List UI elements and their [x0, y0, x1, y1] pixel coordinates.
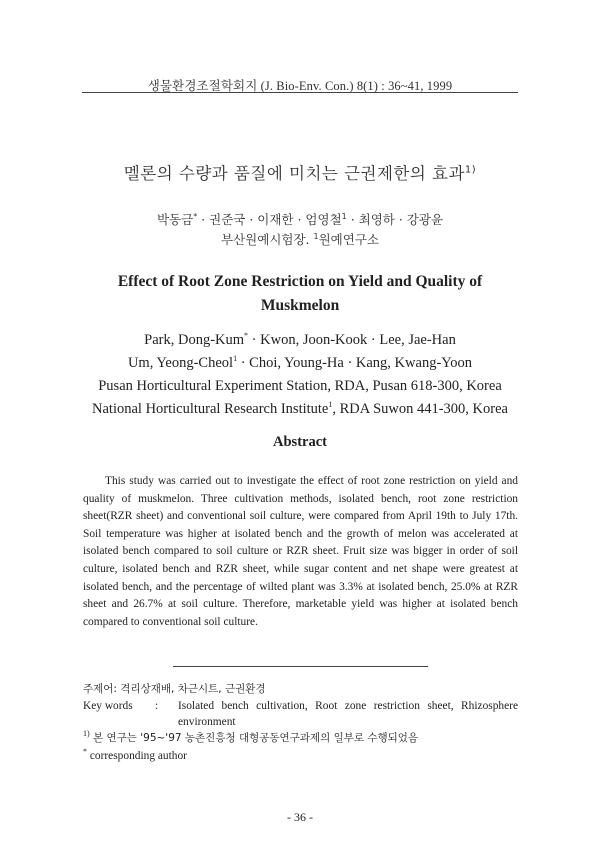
corresponding-mark: *: [244, 331, 249, 341]
korean-affiliation-2: 원예연구소: [318, 232, 379, 247]
footnote-rule: [173, 666, 428, 667]
funding-note: [83, 730, 518, 746]
english-authors-rest1: · Kwon, Joon-Kook · Lee, Jae-Han: [248, 332, 456, 348]
running-head: 생물환경조절학회지 (J. Bio-Env. Con.) 8(1) : 36~41, 1999: [147, 79, 453, 93]
korean-authors: [0, 210, 600, 228]
korean-authors-2: · 권준국 · 이재한 · 엄영철: [197, 212, 342, 227]
affiliation-mark: 1: [328, 400, 333, 410]
abstract-body: [83, 473, 518, 631]
korean-authors-3: · 최영하 · 강광윤: [346, 212, 444, 227]
title-footnote-mark: 1): [464, 164, 477, 176]
affiliation-mark: 1: [313, 231, 319, 241]
key-words-label: Key words: [83, 700, 133, 712]
english-affiliation-1: Pusan Horticultural Experiment Station, RDA, Pusan 618-300, Korea: [98, 378, 502, 394]
english-title-line2: Muskmelon: [260, 297, 340, 314]
key-words-colon: :: [155, 700, 159, 712]
english-affiliation-2b: , RDA Suwon 441-300, Korea: [332, 401, 508, 417]
corresponding-mark: *: [193, 211, 198, 221]
abstract-paragraph: This study was carried out to investigate the effect of root zone restriction on yield and quality of muskmelon. Three cultivation methods, isolated bench, root zone restriction sheet(RZR sheet) and conventional soil culture, were compared from April 19th to July 17th. Soil temperature was higher at isolated bench and the growth of melon was accelerated at isolated bench compared to soil culture or RZR sheet. Fruit size was bigger in order of soil culture, isolated bench and RZR sheet, while sugar content and net shape were greatest at isolated bench, and the percentage of wilted plant was 3.3% at isolated bench, 25.0% at RZR sheet and 26.7% at soil culture. Therefore, marketable yield was higher at isolated bench compared to conventional soil culture.: [83, 475, 518, 628]
key-words: [83, 698, 518, 730]
header-rule: [82, 92, 518, 93]
korean-title-text: 멜론의 수량과 품질에 미치는 근권제한의 효과: [123, 164, 465, 183]
affiliation-mark: 1: [341, 211, 347, 221]
korean-title: [0, 160, 600, 184]
english-authors-line1: [0, 332, 600, 349]
korean-keywords: 주제어: 격리상재배, 차근시트, 근권환경: [83, 683, 266, 695]
funding-note-text: 본 연구는 '95~'97 농촌진흥청 대형공동연구과제의 일부로 수행되었음: [89, 732, 419, 744]
footnote-mark: 1): [83, 729, 90, 739]
english-authors-rest2: · Choi, Young-Ha · Kang, Kwang-Yoon: [237, 355, 473, 371]
english-affiliation-2a: National Horticultural Research Institute: [92, 401, 329, 417]
corresponding-note-text: corresponding author: [87, 750, 187, 762]
korean-author-1: 박동금: [156, 212, 194, 227]
english-author-um: Um, Yeong-Cheol: [127, 355, 234, 371]
english-authors-line2: [0, 355, 600, 372]
korean-affiliation: [0, 230, 600, 248]
footnote-mark: *: [83, 747, 87, 757]
korean-affiliation-1: 부산원예시험장.: [221, 232, 314, 247]
abstract-heading: Abstract: [273, 434, 327, 450]
english-title: [0, 270, 600, 318]
affiliation-mark: 1: [233, 354, 238, 364]
page-number: - 36 -: [287, 810, 313, 824]
corresponding-note: [83, 748, 518, 764]
key-words-text: Isolated bench cultivation, Root zone restriction sheet, Rhizosphere environment: [178, 700, 518, 728]
english-title-line1: Effect of Root Zone Restriction on Yield and Quality of: [117, 273, 483, 290]
english-affiliation-2: [0, 401, 600, 418]
english-author-1: Park, Dong-Kum: [144, 332, 245, 348]
